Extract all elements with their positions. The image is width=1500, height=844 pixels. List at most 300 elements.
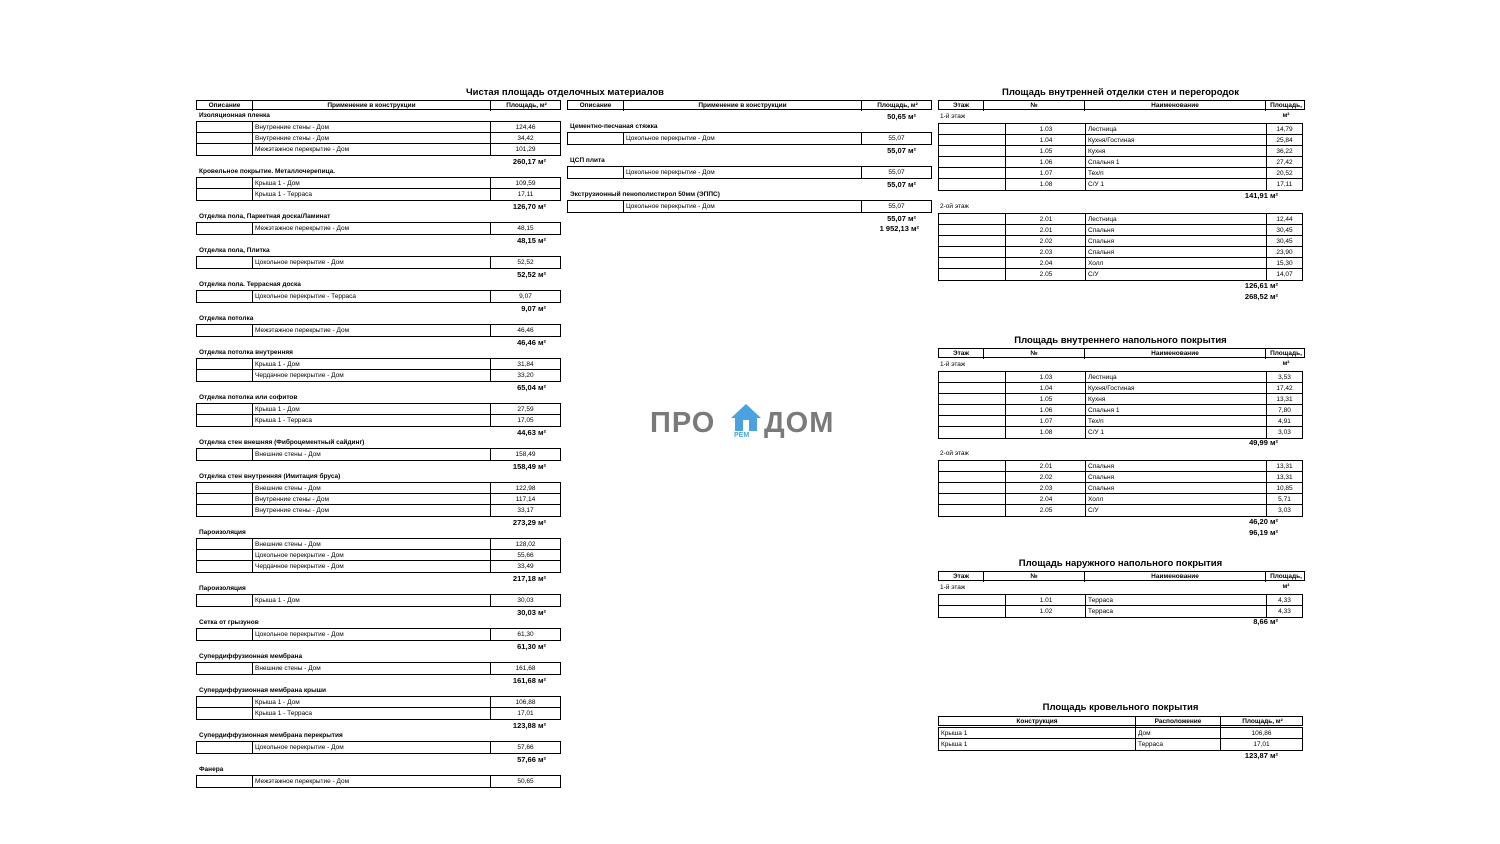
- row-label: Межэтажное перекрытие - Дом: [255, 327, 350, 334]
- room-name: Холл: [1088, 260, 1104, 267]
- group-title: Сетка от грызунов: [199, 619, 259, 626]
- header-cell: Расположение: [1136, 717, 1221, 727]
- roof-title: Площадь кровельного покрытия: [1042, 702, 1199, 713]
- row-label: Чердачное перекрытие - Дом: [255, 563, 344, 570]
- roof-total: 123,87 м²: [1244, 751, 1278, 760]
- room-name: С/У 1: [1088, 181, 1105, 188]
- table-row: [939, 146, 1302, 157]
- logo: [650, 403, 850, 443]
- header-cell: №: [984, 572, 1085, 582]
- room-number: 1.06: [1039, 407, 1053, 414]
- table-row: [197, 325, 560, 336]
- row-value: 17,11: [517, 191, 534, 198]
- rows-box: [938, 460, 1303, 517]
- table-row: [197, 359, 560, 370]
- table-row: [197, 776, 560, 787]
- room-number: 2.02: [1039, 474, 1053, 481]
- room-name: Лестница: [1088, 374, 1117, 381]
- table-row: [939, 394, 1302, 405]
- floor-label: 1-й этаж: [940, 361, 966, 368]
- room-name: Холл: [1088, 496, 1104, 503]
- grand-total: 96,19 м²: [1249, 528, 1278, 537]
- row-label: Внутренние стены - Дом: [255, 496, 329, 503]
- table-row: [939, 269, 1302, 280]
- room-name: Лестница: [1088, 126, 1117, 133]
- table-row: [197, 550, 560, 561]
- table-row: [939, 214, 1302, 225]
- group-total: 9,07 м²: [521, 304, 546, 313]
- floor-label: 1-й этаж: [940, 584, 966, 591]
- row-label: Внешние стены - Дом: [255, 451, 321, 458]
- table-row: [939, 135, 1302, 146]
- room-number: 2.01: [1039, 463, 1053, 470]
- table-row: [939, 494, 1302, 505]
- row-label: Межэтажное перекрытие - Дом: [255, 225, 350, 232]
- room-number: 1.08: [1039, 181, 1053, 188]
- row-label: Крыша 1 - Дом: [255, 406, 300, 413]
- group-total: 55,07 м²: [887, 214, 916, 223]
- table-row: [939, 124, 1302, 135]
- row-value: 55,66: [517, 552, 534, 559]
- room-number: 2.04: [1039, 260, 1053, 267]
- table-row: [568, 133, 931, 144]
- table-row: [197, 629, 560, 640]
- roof-construction: Крыша 1: [941, 741, 968, 748]
- group-title: Отделка потолка: [199, 315, 254, 322]
- floor-label: 1-й этаж: [940, 113, 966, 120]
- room-number: 1.07: [1039, 418, 1053, 425]
- row-value: 33,49: [517, 563, 534, 570]
- group-total: 48,15 м²: [517, 236, 546, 245]
- rows-box: [196, 741, 561, 754]
- room-area: 30,45: [1276, 227, 1293, 234]
- table-row: [939, 225, 1302, 236]
- table-row: [939, 427, 1302, 438]
- row-label: Чердачное перекрытие - Дом: [255, 372, 344, 379]
- group-total: 273,29 м²: [512, 518, 546, 527]
- rows-box: [938, 371, 1303, 439]
- row-value: 46,46: [517, 327, 534, 334]
- row-value: 124,46: [515, 124, 536, 131]
- row-value: 57,66: [517, 744, 534, 751]
- group-title: Супердиффузионная мембрана перекрытия: [199, 732, 343, 739]
- group-title: Кровельное покрытие. Металлочерепица.: [199, 168, 336, 175]
- row-label: Внешние стены - Дом: [255, 541, 321, 548]
- group-total: 44,63 м²: [517, 428, 546, 437]
- rows-box: [196, 403, 561, 427]
- group-total: 57,66 м²: [517, 755, 546, 764]
- row-value: 55,07: [888, 169, 905, 176]
- room-number: 2.01: [1039, 216, 1053, 223]
- group-total: 61,30 м²: [517, 642, 546, 651]
- room-name: Кухня: [1088, 148, 1106, 155]
- room-area: 10,85: [1276, 485, 1293, 492]
- table-row: [197, 449, 560, 460]
- group-total: 65,04 м²: [517, 383, 546, 392]
- floor-total: 141,91 м²: [1244, 191, 1278, 200]
- table-row: [939, 157, 1302, 168]
- row-value: 55,07: [888, 135, 905, 142]
- room-area: 5,71: [1278, 496, 1291, 503]
- room-number: 2.02: [1039, 238, 1053, 245]
- room-area: 3,03: [1278, 429, 1291, 436]
- table-row: [197, 742, 560, 753]
- header-cell: Этаж: [939, 572, 984, 582]
- table-row: [939, 236, 1302, 247]
- table-row: [568, 201, 931, 212]
- room-area: 4,91: [1278, 418, 1291, 425]
- group-total: 55,07 м²: [887, 180, 916, 189]
- room-number: 2.05: [1039, 271, 1053, 278]
- row-value: 161,68: [515, 665, 536, 672]
- row-value: 33,20: [517, 372, 534, 379]
- header-cell: Описание: [197, 101, 253, 111]
- header-cell: Этаж: [939, 349, 984, 359]
- table-row: [197, 415, 560, 426]
- group-title: Изоляционная пленка: [199, 112, 270, 119]
- header-cell: Описание: [568, 101, 624, 111]
- group-title: Цементно-песчаная стяжка: [570, 123, 658, 130]
- row-label: Крыша 1 - Дом: [255, 699, 300, 706]
- group-title: Отделка пола, Плитка: [199, 247, 270, 254]
- header-cell: Площадь, м²: [1270, 350, 1302, 367]
- row-label: Внутренние стены - Дом: [255, 507, 329, 514]
- group-title: Отделка пола. Террасная доска: [199, 281, 301, 288]
- header-cell: Площадь, м²: [1270, 102, 1302, 119]
- table-row: [939, 372, 1302, 383]
- room-area: 23,90: [1276, 249, 1293, 256]
- rows-box: [938, 123, 1303, 191]
- room-name: С/У: [1088, 271, 1099, 278]
- group-total: 126,70 м²: [512, 202, 546, 211]
- rows-box: [196, 358, 561, 382]
- room-area: 14,07: [1276, 271, 1293, 278]
- row-label: Цокольное перекрытие - Дом: [255, 744, 344, 751]
- row-value: 158,49: [515, 451, 536, 458]
- logo-text-left: ПРО: [650, 407, 716, 439]
- row-value: 27,59: [517, 406, 534, 413]
- row-label: Цокольное перекрытие - Дом: [626, 203, 715, 210]
- room-number: 1.02: [1039, 608, 1053, 615]
- group-total: 55,07 м²: [887, 146, 916, 155]
- header-cell: Наименование: [1085, 101, 1266, 111]
- row-value: 30,03: [517, 597, 534, 604]
- room-number: 1.08: [1039, 429, 1053, 436]
- header-cell: Площадь, м²: [506, 102, 547, 109]
- table-row: [197, 223, 560, 234]
- table-row: [197, 595, 560, 606]
- room-name: С/У 1: [1088, 429, 1105, 436]
- row-value: 55,07: [888, 203, 905, 210]
- group-total: 260,17 м²: [512, 157, 546, 166]
- room-name: Спальня: [1088, 238, 1115, 245]
- room-name: Тех/п: [1088, 418, 1104, 425]
- rows-box: [938, 727, 1303, 751]
- room-area: 15,30: [1276, 260, 1293, 267]
- room-number: 1.05: [1039, 148, 1053, 155]
- room-number: 1.04: [1039, 385, 1053, 392]
- table-row: [939, 179, 1302, 190]
- floor-label: 2-ой этаж: [940, 450, 969, 457]
- table-row: [197, 663, 560, 674]
- table-header: [196, 100, 561, 110]
- header-cell: Применение в конструкции: [624, 101, 862, 111]
- room-area: 3,03: [1278, 507, 1291, 514]
- table-row: [197, 539, 560, 550]
- room-name: Спальня 1: [1088, 407, 1120, 414]
- group-total: 30,03 м²: [517, 608, 546, 617]
- table-row: [939, 505, 1302, 516]
- rows-box: [196, 448, 561, 461]
- group-total: 123,88 м²: [512, 721, 546, 730]
- room-name: Спальня: [1088, 463, 1115, 470]
- rows-box: [196, 290, 561, 303]
- header-cell: Применение в конструкции: [253, 101, 491, 111]
- header-cell: Площадь, м²: [877, 102, 918, 109]
- room-number: 2.03: [1039, 249, 1053, 256]
- row-label: Цокольное перекрытие - Дом: [255, 259, 344, 266]
- rows-box: [196, 222, 561, 235]
- roof-construction: Крыша 1: [941, 730, 968, 737]
- table-row: [197, 257, 560, 268]
- room-area: 7,80: [1278, 407, 1291, 414]
- table-row: [939, 168, 1302, 179]
- row-label: Крыша 1 - Дом: [255, 361, 300, 368]
- row-label: Крыша 1 - Дом: [255, 180, 300, 187]
- table-row: [197, 291, 560, 302]
- row-value: 128,02: [515, 541, 536, 548]
- room-number: 1.01: [1039, 597, 1053, 604]
- roof-location: Терраса: [1138, 741, 1163, 748]
- row-value: 9,07: [519, 293, 532, 300]
- row-label: Цокольное перекрытие - Дом: [255, 631, 344, 638]
- rows-box: [196, 324, 561, 337]
- header-cell: Наименование: [1085, 572, 1266, 582]
- table-header: [938, 716, 1303, 726]
- roof-area: 106,86: [1251, 730, 1272, 737]
- rows-box: [196, 662, 561, 675]
- group-title: Пароизоляция: [199, 529, 246, 536]
- group-title: ЦСП плита: [570, 157, 605, 164]
- table-row: [197, 178, 560, 189]
- logo-text-right: ДОМ: [764, 407, 835, 439]
- rows-box: [567, 166, 932, 179]
- rows-box: [196, 482, 561, 517]
- table-row: [197, 133, 560, 144]
- room-area: 20,52: [1276, 170, 1293, 177]
- room-name: Спальня: [1088, 485, 1115, 492]
- room-area: 4,33: [1278, 608, 1291, 615]
- room-name: Спальня: [1088, 474, 1115, 481]
- floor-total: 46,20 м²: [1249, 517, 1278, 526]
- row-value: 61,30: [517, 631, 534, 638]
- floor-total: 126,61 м²: [1244, 281, 1278, 290]
- room-number: 2.03: [1039, 485, 1053, 492]
- row-value: 48,15: [517, 225, 534, 232]
- room-area: 12,44: [1276, 216, 1293, 223]
- table-row: [197, 189, 560, 200]
- table-row: [939, 472, 1302, 483]
- room-area: 13,31: [1276, 474, 1293, 481]
- row-value: 106,88: [515, 699, 536, 706]
- group-total: 52,52 м²: [517, 270, 546, 279]
- group-title: Отделка стен внутренняя (Имитация бруса): [199, 473, 341, 480]
- group-total: 161,68 м²: [512, 676, 546, 685]
- group-title: Отделка потолка внутренняя: [199, 349, 293, 356]
- room-name: Терраса: [1088, 597, 1113, 604]
- room-area: 25,84: [1276, 137, 1293, 144]
- room-number: 2.05: [1039, 507, 1053, 514]
- main-table-title: Чистая площадь отделочных материалов: [465, 87, 665, 98]
- room-name: Кухня/Гостиная: [1088, 137, 1135, 144]
- row-label: Крыша 1 - Терраса: [255, 191, 313, 198]
- group-title: Пароизоляция: [199, 585, 246, 592]
- row-value: 50,65: [517, 778, 534, 785]
- roof-area: 17,01: [1253, 741, 1270, 748]
- room-name: Терраса: [1088, 608, 1113, 615]
- room-area: 17,42: [1276, 385, 1293, 392]
- header-cell: Этаж: [939, 101, 984, 111]
- row-value: 109,59: [515, 180, 536, 187]
- room-number: 1.03: [1039, 126, 1053, 133]
- floor-total: 8,66 м²: [1253, 617, 1278, 626]
- rows-box: [196, 538, 561, 573]
- table-row: [197, 404, 560, 415]
- header-cell: №: [984, 349, 1085, 359]
- room-area: 14,79: [1276, 126, 1293, 133]
- table-row: [939, 258, 1302, 269]
- row-label: Крыша 1 - Терраса: [255, 417, 313, 424]
- room-area: 3,53: [1278, 374, 1291, 381]
- rows-box: [196, 628, 561, 641]
- table-row: [197, 144, 560, 155]
- room-name: Спальня: [1088, 227, 1115, 234]
- floors_out-title: Площадь наружного напольного покрытия: [1018, 558, 1223, 569]
- room-number: 2.01: [1039, 227, 1053, 234]
- floors_in-title: Площадь внутреннего напольного покрытия: [1014, 335, 1227, 346]
- row-label: Межэтажное перекрытие - Дом: [255, 778, 350, 785]
- table-row: [197, 561, 560, 572]
- table-row: [197, 505, 560, 516]
- room-name: Спальня: [1088, 249, 1115, 256]
- room-number: 1.06: [1039, 159, 1053, 166]
- row-label: Крыша 1 - Терраса: [255, 710, 313, 717]
- room-number: 1.05: [1039, 396, 1053, 403]
- row-value: 101,29: [515, 146, 536, 153]
- table-row: [197, 370, 560, 381]
- group-title: Отделка пола, Паркетная доска/Ламинат: [199, 213, 331, 220]
- row-label: Цокольное перекрытие - Дом: [626, 135, 715, 142]
- floor-label: 2-ой этаж: [940, 203, 969, 210]
- row-value: 52,52: [517, 259, 534, 266]
- room-area: 13,31: [1276, 396, 1293, 403]
- table-row: [939, 416, 1302, 427]
- row-label: Крыша 1 - Дом: [255, 597, 300, 604]
- room-name: Кухня: [1088, 396, 1106, 403]
- rows-box: [196, 121, 561, 156]
- rows-box: [938, 213, 1303, 281]
- header-cell: №: [984, 101, 1085, 111]
- rows-box: [567, 132, 932, 145]
- table-row: [939, 247, 1302, 258]
- header-cell: Площадь, м²: [1270, 573, 1302, 590]
- row-label: Внутренние стены - Дом: [255, 124, 329, 131]
- row-label: Внутренние стены - Дом: [255, 135, 329, 142]
- room-area: 30,45: [1276, 238, 1293, 245]
- row-value: 33,17: [517, 507, 534, 514]
- row-value: 34,42: [517, 135, 534, 142]
- group-title: Экструзионный пенополистирол 50мм (ЭППС): [570, 191, 720, 198]
- grand-total: 1 952,13 м²: [879, 224, 919, 233]
- table-row: [939, 739, 1302, 750]
- row-label: Цокольное перекрытие - Дом: [626, 169, 715, 176]
- table-row: [939, 383, 1302, 394]
- group-title: Фанера: [199, 766, 224, 773]
- row-label: Межэтажное перекрытие - Дом: [255, 146, 350, 153]
- table-row: [939, 461, 1302, 472]
- row-value: 31,84: [517, 361, 534, 368]
- table-row: [568, 167, 931, 178]
- rows-box: [196, 696, 561, 720]
- table-row: [197, 494, 560, 505]
- room-name: Лестница: [1088, 216, 1117, 223]
- room-number: 1.04: [1039, 137, 1053, 144]
- rows-box: [196, 594, 561, 607]
- header-cell: Площадь, м²: [1242, 718, 1283, 725]
- group-title: Супердиффузионная мембрана: [199, 653, 303, 660]
- room-name: Спальня 1: [1088, 159, 1120, 166]
- walls-title: Площадь внутренней отделки стен и перегородок: [1002, 87, 1239, 98]
- group-total: 46,46 м²: [517, 338, 546, 347]
- table-header: [567, 100, 932, 110]
- group-title: Отделка потолка или софитов: [199, 394, 298, 401]
- table-row: [197, 708, 560, 719]
- row-label: Внешние стены - Дом: [255, 665, 321, 672]
- row-label: Цокольное перекрытие - Терраса: [255, 293, 357, 300]
- row-label: Внешние стены - Дом: [255, 485, 321, 492]
- rows-box: [196, 256, 561, 269]
- room-number: 1.03: [1039, 374, 1053, 381]
- top-total: 50,65 м²: [887, 112, 916, 121]
- rows-box: [196, 177, 561, 201]
- header-cell: Конструкция: [939, 717, 1136, 727]
- house-icon: [730, 403, 762, 433]
- room-area: 4,33: [1278, 597, 1291, 604]
- room-number: 2.04: [1039, 496, 1053, 503]
- logo-subtext: РЕМ: [734, 432, 750, 439]
- table-row: [939, 606, 1302, 617]
- grand-total: 268,52 м²: [1244, 292, 1278, 301]
- room-area: 36,22: [1276, 148, 1293, 155]
- table-row: [197, 122, 560, 133]
- room-name: С/У: [1088, 507, 1099, 514]
- room-name: Тех/п: [1088, 170, 1104, 177]
- group-title: Супердиффузионная мембрана крыши: [199, 687, 327, 694]
- row-value: 122,98: [515, 485, 536, 492]
- row-value: 17,05: [517, 417, 534, 424]
- group-title: Отделка стен внешняя (Фиброцементный сайдинг): [199, 439, 365, 446]
- room-number: 1.07: [1039, 170, 1053, 177]
- header-cell: Наименование: [1085, 349, 1266, 359]
- rows-box: [196, 775, 561, 788]
- table-row: [939, 728, 1302, 739]
- group-total: 217,18 м²: [512, 574, 546, 583]
- table-row: [197, 697, 560, 708]
- group-total: 158,49 м²: [512, 462, 546, 471]
- table-row: [197, 483, 560, 494]
- table-row: [939, 483, 1302, 494]
- rows-box: [567, 200, 932, 213]
